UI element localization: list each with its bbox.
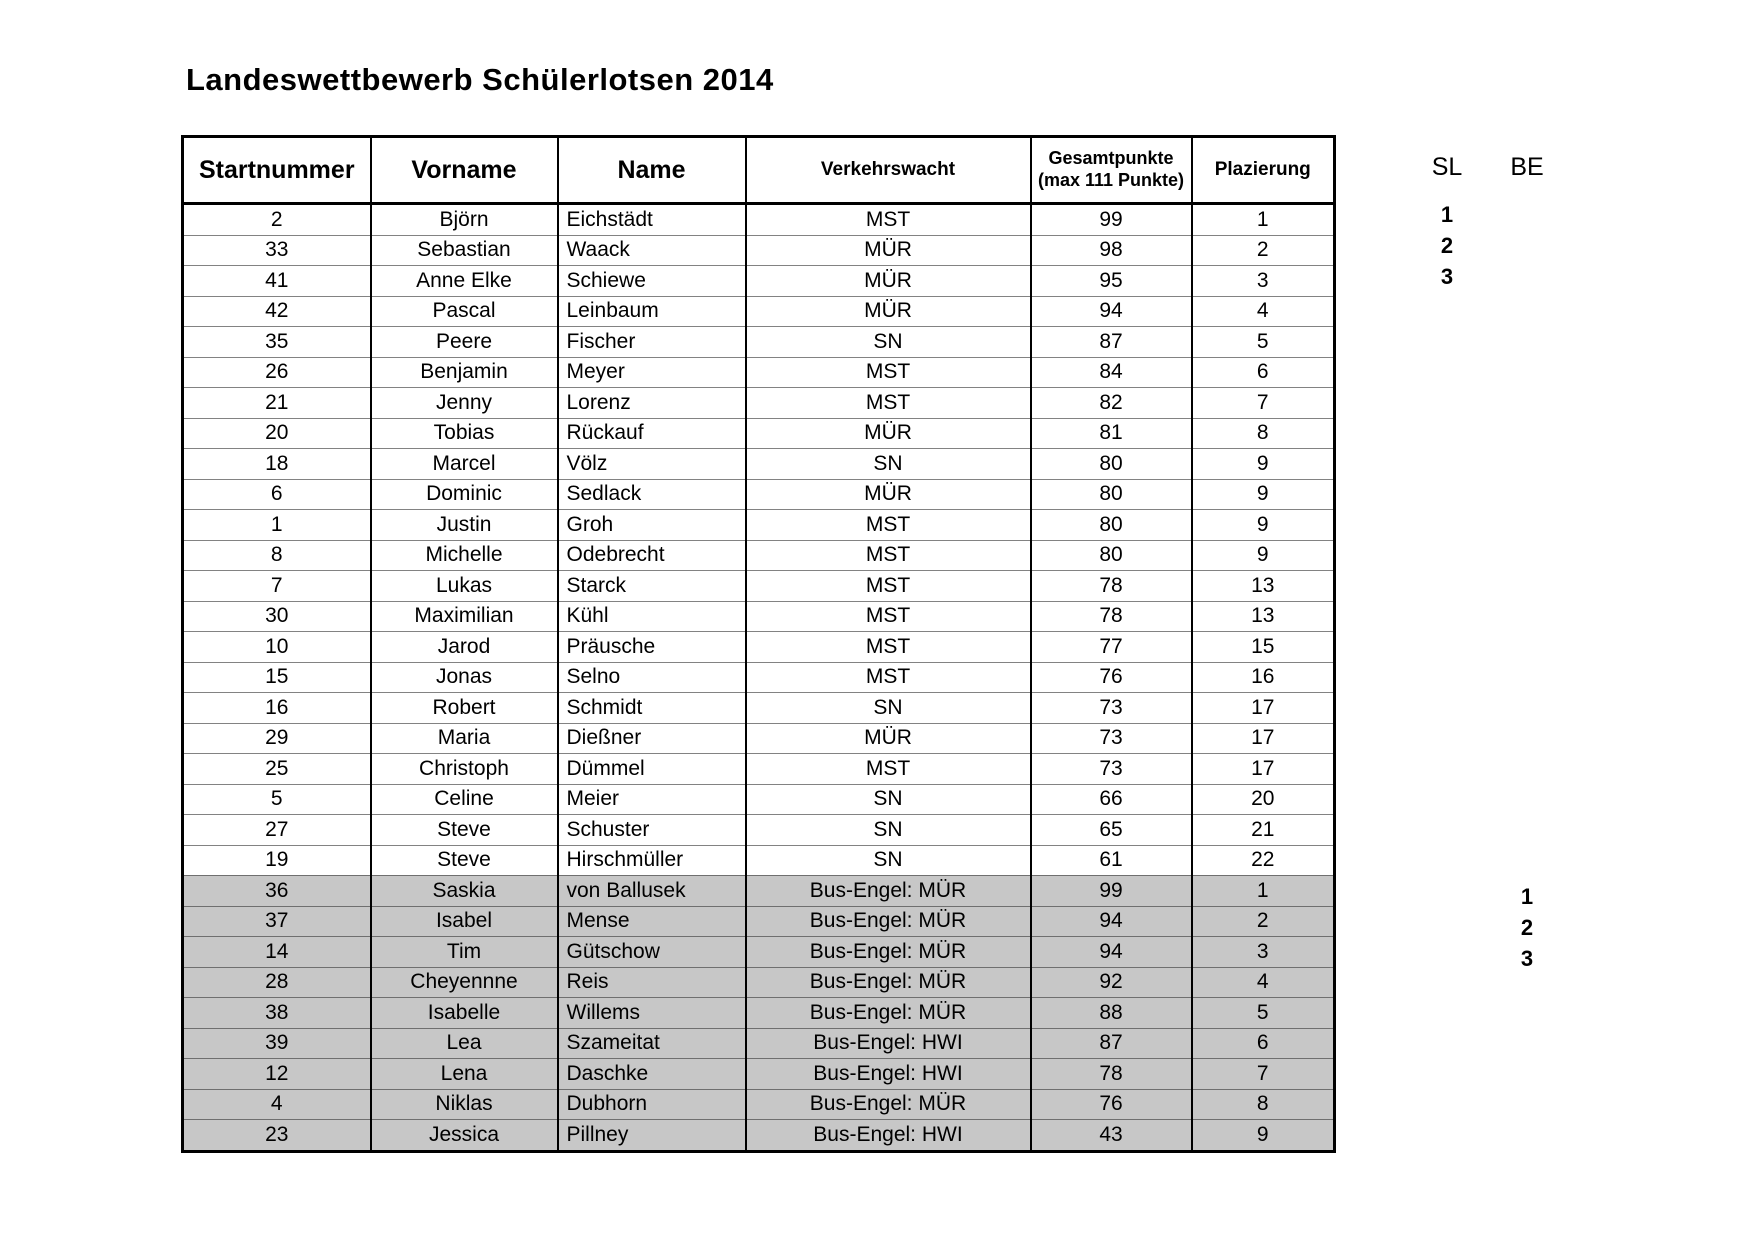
cell-startnummer: 16 <box>183 693 371 724</box>
cell-plazierung: 4 <box>1192 296 1335 327</box>
rank-value: 2 <box>1440 233 1454 258</box>
table-row <box>183 449 1335 480</box>
table-row <box>183 204 1335 236</box>
cell-startnummer: 1 <box>183 510 371 541</box>
cell-gesamtpunkte: 78 <box>1031 571 1192 602</box>
cell-vorname: Benjamin <box>371 357 558 388</box>
sl-column-label: SL <box>1431 153 1463 181</box>
table-row <box>183 388 1335 419</box>
cell-gesamtpunkte: 73 <box>1031 693 1192 724</box>
cell-verkehrswacht: Bus-Engel: MÜR <box>746 967 1031 998</box>
cell-plazierung: 9 <box>1192 479 1335 510</box>
cell-verkehrswacht: Bus-Engel: MÜR <box>746 876 1031 907</box>
cell-plazierung: 9 <box>1192 449 1335 480</box>
cell-startnummer: 21 <box>183 388 371 419</box>
cell-gesamtpunkte: 78 <box>1031 1059 1192 1090</box>
cell-vorname: Tobias <box>371 418 558 449</box>
cell-startnummer: 15 <box>183 662 371 693</box>
table-row <box>183 1089 1335 1120</box>
cell-startnummer: 2 <box>183 204 371 236</box>
cell-gesamtpunkte: 95 <box>1031 266 1192 297</box>
cell-gesamtpunkte: 61 <box>1031 845 1192 876</box>
cell-verkehrswacht: Bus-Engel: MÜR <box>746 906 1031 937</box>
cell-gesamtpunkte: 76 <box>1031 1089 1192 1120</box>
cell-verkehrswacht: MST <box>746 754 1031 785</box>
cell-plazierung: 9 <box>1192 540 1335 571</box>
cell-plazierung: 9 <box>1192 1120 1335 1152</box>
table-row <box>183 235 1335 266</box>
cell-startnummer: 42 <box>183 296 371 327</box>
table-row <box>183 601 1335 632</box>
cell-plazierung: 17 <box>1192 754 1335 785</box>
cell-startnummer: 27 <box>183 815 371 846</box>
results-table <box>181 135 1336 1153</box>
cell-vorname: Sebastian <box>371 235 558 266</box>
cell-gesamtpunkte: 65 <box>1031 815 1192 846</box>
rank-value: 3 <box>1440 264 1454 289</box>
table-row <box>183 1120 1335 1152</box>
cell-vorname: Dominic <box>371 479 558 510</box>
cell-name: Leinbaum <box>558 296 746 327</box>
header-name: Name <box>558 137 746 204</box>
table-row <box>183 906 1335 937</box>
cell-verkehrswacht: SN <box>746 449 1031 480</box>
cell-name: Meier <box>558 784 746 815</box>
table-row <box>183 1028 1335 1059</box>
cell-verkehrswacht: MST <box>746 204 1031 236</box>
cell-verkehrswacht: SN <box>746 327 1031 358</box>
cell-plazierung: 17 <box>1192 693 1335 724</box>
table-row <box>183 510 1335 541</box>
cell-startnummer: 20 <box>183 418 371 449</box>
cell-name: Waack <box>558 235 746 266</box>
cell-verkehrswacht: MST <box>746 632 1031 663</box>
cell-gesamtpunkte: 73 <box>1031 754 1192 785</box>
cell-vorname: Christoph <box>371 754 558 785</box>
cell-vorname: Steve <box>371 845 558 876</box>
cell-startnummer: 36 <box>183 876 371 907</box>
cell-verkehrswacht: Bus-Engel: HWI <box>746 1120 1031 1152</box>
cell-name: Szameitat <box>558 1028 746 1059</box>
cell-startnummer: 37 <box>183 906 371 937</box>
cell-name: Daschke <box>558 1059 746 1090</box>
cell-startnummer: 8 <box>183 540 371 571</box>
cell-name: Willems <box>558 998 746 1029</box>
cell-name: Lorenz <box>558 388 746 419</box>
cell-name: Schuster <box>558 815 746 846</box>
cell-plazierung: 21 <box>1192 815 1335 846</box>
cell-vorname: Tim <box>371 937 558 968</box>
cell-startnummer: 19 <box>183 845 371 876</box>
cell-name: Rückauf <box>558 418 746 449</box>
cell-verkehrswacht: MÜR <box>746 266 1031 297</box>
cell-vorname: Lea <box>371 1028 558 1059</box>
cell-plazierung: 22 <box>1192 845 1335 876</box>
table-row <box>183 418 1335 449</box>
cell-gesamtpunkte: 80 <box>1031 540 1192 571</box>
cell-plazierung: 7 <box>1192 388 1335 419</box>
cell-plazierung: 4 <box>1192 967 1335 998</box>
cell-startnummer: 14 <box>183 937 371 968</box>
table-row <box>183 1059 1335 1090</box>
table-row <box>183 845 1335 876</box>
table-row <box>183 754 1335 785</box>
cell-startnummer: 25 <box>183 754 371 785</box>
cell-verkehrswacht: MÜR <box>746 235 1031 266</box>
table-row <box>183 296 1335 327</box>
cell-verkehrswacht: Bus-Engel: MÜR <box>746 937 1031 968</box>
rank-value: 1 <box>1440 202 1454 227</box>
cell-verkehrswacht: MST <box>746 662 1031 693</box>
cell-startnummer: 26 <box>183 357 371 388</box>
cell-verkehrswacht: Bus-Engel: MÜR <box>746 1089 1031 1120</box>
cell-gesamtpunkte: 80 <box>1031 510 1192 541</box>
cell-name: Selno <box>558 662 746 693</box>
cell-gesamtpunkte: 98 <box>1031 235 1192 266</box>
cell-gesamtpunkte: 88 <box>1031 998 1192 1029</box>
cell-plazierung: 6 <box>1192 1028 1335 1059</box>
cell-startnummer: 23 <box>183 1120 371 1152</box>
cell-plazierung: 5 <box>1192 327 1335 358</box>
cell-startnummer: 7 <box>183 571 371 602</box>
cell-plazierung: 8 <box>1192 418 1335 449</box>
cell-name: Groh <box>558 510 746 541</box>
table-row <box>183 266 1335 297</box>
cell-plazierung: 8 <box>1192 1089 1335 1120</box>
cell-verkehrswacht: Bus-Engel: HWI <box>746 1059 1031 1090</box>
cell-startnummer: 35 <box>183 327 371 358</box>
cell-vorname: Jonas <box>371 662 558 693</box>
header-verkehrswacht: Verkehrswacht <box>746 137 1031 204</box>
cell-verkehrswacht: MÜR <box>746 723 1031 754</box>
header-gesamtpunkte <box>1031 137 1192 204</box>
cell-gesamtpunkte: 94 <box>1031 296 1192 327</box>
cell-verkehrswacht: SN <box>746 845 1031 876</box>
table-header <box>183 137 1335 204</box>
cell-name: Sedlack <box>558 479 746 510</box>
cell-gesamtpunkte: 87 <box>1031 327 1192 358</box>
cell-gesamtpunkte: 99 <box>1031 204 1192 236</box>
cell-name: Starck <box>558 571 746 602</box>
cell-name: Kühl <box>558 601 746 632</box>
cell-vorname: Lukas <box>371 571 558 602</box>
cell-name: Meyer <box>558 357 746 388</box>
cell-gesamtpunkte: 66 <box>1031 784 1192 815</box>
cell-verkehrswacht: SN <box>746 815 1031 846</box>
cell-name: Reis <box>558 967 746 998</box>
cell-plazierung: 20 <box>1192 784 1335 815</box>
table-row <box>183 784 1335 815</box>
cell-startnummer: 39 <box>183 1028 371 1059</box>
cell-gesamtpunkte: 82 <box>1031 388 1192 419</box>
cell-gesamtpunkte: 94 <box>1031 906 1192 937</box>
cell-verkehrswacht: SN <box>746 784 1031 815</box>
header-plazierung: Plazierung <box>1192 137 1335 204</box>
cell-name: Pillney <box>558 1120 746 1152</box>
cell-vorname: Michelle <box>371 540 558 571</box>
table-row <box>183 876 1335 907</box>
cell-startnummer: 6 <box>183 479 371 510</box>
cell-vorname: Jenny <box>371 388 558 419</box>
cell-verkehrswacht: MÜR <box>746 418 1031 449</box>
cell-gesamtpunkte: 84 <box>1031 357 1192 388</box>
cell-vorname: Celine <box>371 784 558 815</box>
cell-name: Dubhorn <box>558 1089 746 1120</box>
cell-vorname: Cheyennne <box>371 967 558 998</box>
cell-plazierung: 16 <box>1192 662 1335 693</box>
cell-plazierung: 9 <box>1192 510 1335 541</box>
header-startnummer: Startnummer <box>183 137 371 204</box>
table-row <box>183 967 1335 998</box>
cell-vorname: Jessica <box>371 1120 558 1152</box>
cell-vorname: Anne Elke <box>371 266 558 297</box>
cell-name: Dießner <box>558 723 746 754</box>
cell-name: Odebrecht <box>558 540 746 571</box>
cell-vorname: Niklas <box>371 1089 558 1120</box>
cell-name: Eichstädt <box>558 204 746 236</box>
cell-plazierung: 3 <box>1192 266 1335 297</box>
cell-plazierung: 13 <box>1192 601 1335 632</box>
header-gesamtpunkte-line1: Gesamtpunkte <box>1048 148 1174 169</box>
cell-plazierung: 5 <box>1192 998 1335 1029</box>
cell-vorname: Justin <box>371 510 558 541</box>
cell-startnummer: 41 <box>183 266 371 297</box>
cell-gesamtpunkte: 73 <box>1031 723 1192 754</box>
cell-gesamtpunkte: 99 <box>1031 876 1192 907</box>
cell-vorname: Jarod <box>371 632 558 663</box>
rank-value: 3 <box>1520 946 1534 971</box>
cell-startnummer: 38 <box>183 998 371 1029</box>
cell-startnummer: 5 <box>183 784 371 815</box>
cell-vorname: Isabel <box>371 906 558 937</box>
table-row <box>183 327 1335 358</box>
cell-verkehrswacht: MST <box>746 540 1031 571</box>
cell-verkehrswacht: MÜR <box>746 479 1031 510</box>
cell-startnummer: 4 <box>183 1089 371 1120</box>
cell-gesamtpunkte: 77 <box>1031 632 1192 663</box>
header-row <box>183 137 1335 204</box>
be-column-label: BE <box>1510 153 1544 181</box>
header-gesamtpunkte-line2: (max 111 Punkte) <box>1037 170 1185 190</box>
page-title: Landeswettbewerb Schülerlotsen 2014 <box>186 62 774 97</box>
table-row <box>183 632 1335 663</box>
be-rank-column <box>1487 881 1567 974</box>
cell-gesamtpunkte: 80 <box>1031 449 1192 480</box>
cell-plazierung: 2 <box>1192 906 1335 937</box>
cell-name: Schiewe <box>558 266 746 297</box>
cell-vorname: Isabelle <box>371 998 558 1029</box>
cell-name: Fischer <box>558 327 746 358</box>
rank-value: 1 <box>1520 884 1534 909</box>
cell-name: Dümmel <box>558 754 746 785</box>
cell-vorname: Pascal <box>371 296 558 327</box>
cell-vorname: Maximilian <box>371 601 558 632</box>
cell-startnummer: 12 <box>183 1059 371 1090</box>
table-row <box>183 540 1335 571</box>
cell-vorname: Peere <box>371 327 558 358</box>
cell-name: von Ballusek <box>558 876 746 907</box>
cell-startnummer: 18 <box>183 449 371 480</box>
cell-vorname: Maria <box>371 723 558 754</box>
cell-verkehrswacht: MST <box>746 388 1031 419</box>
cell-verkehrswacht: MST <box>746 510 1031 541</box>
cell-verkehrswacht: MST <box>746 601 1031 632</box>
cell-verkehrswacht: Bus-Engel: MÜR <box>746 998 1031 1029</box>
cell-gesamtpunkte: 43 <box>1031 1120 1192 1152</box>
cell-plazierung: 17 <box>1192 723 1335 754</box>
table-row <box>183 723 1335 754</box>
cell-plazierung: 3 <box>1192 937 1335 968</box>
cell-vorname: Marcel <box>371 449 558 480</box>
cell-startnummer: 33 <box>183 235 371 266</box>
cell-plazierung: 1 <box>1192 204 1335 236</box>
header-vorname: Vorname <box>371 137 558 204</box>
cell-name: Schmidt <box>558 693 746 724</box>
cell-vorname: Björn <box>371 204 558 236</box>
cell-gesamtpunkte: 92 <box>1031 967 1192 998</box>
cell-gesamtpunkte: 76 <box>1031 662 1192 693</box>
cell-verkehrswacht: MÜR <box>746 296 1031 327</box>
sl-rank-column <box>1407 199 1487 292</box>
cell-gesamtpunkte: 78 <box>1031 601 1192 632</box>
cell-plazierung: 6 <box>1192 357 1335 388</box>
table-row <box>183 357 1335 388</box>
cell-name: Präusche <box>558 632 746 663</box>
cell-gesamtpunkte: 94 <box>1031 937 1192 968</box>
cell-plazierung: 2 <box>1192 235 1335 266</box>
cell-verkehrswacht: MST <box>746 357 1031 388</box>
table-body <box>183 204 1335 1152</box>
cell-vorname: Lena <box>371 1059 558 1090</box>
cell-verkehrswacht: SN <box>746 693 1031 724</box>
cell-name: Hirschmüller <box>558 845 746 876</box>
table-row <box>183 693 1335 724</box>
cell-startnummer: 30 <box>183 601 371 632</box>
cell-vorname: Saskia <box>371 876 558 907</box>
cell-name: Gütschow <box>558 937 746 968</box>
table-row <box>183 937 1335 968</box>
cell-gesamtpunkte: 87 <box>1031 1028 1192 1059</box>
table-row <box>183 815 1335 846</box>
cell-plazierung: 15 <box>1192 632 1335 663</box>
rank-value: 2 <box>1520 915 1534 940</box>
cell-verkehrswacht: Bus-Engel: HWI <box>746 1028 1031 1059</box>
cell-plazierung: 1 <box>1192 876 1335 907</box>
cell-vorname: Robert <box>371 693 558 724</box>
table-row <box>183 998 1335 1029</box>
table-row <box>183 479 1335 510</box>
cell-verkehrswacht: MST <box>746 571 1031 602</box>
cell-startnummer: 10 <box>183 632 371 663</box>
cell-vorname: Steve <box>371 815 558 846</box>
cell-gesamtpunkte: 80 <box>1031 479 1192 510</box>
cell-plazierung: 13 <box>1192 571 1335 602</box>
cell-gesamtpunkte: 81 <box>1031 418 1192 449</box>
cell-startnummer: 29 <box>183 723 371 754</box>
table-row <box>183 571 1335 602</box>
cell-plazierung: 7 <box>1192 1059 1335 1090</box>
cell-name: Mense <box>558 906 746 937</box>
cell-startnummer: 28 <box>183 967 371 998</box>
cell-name: Völz <box>558 449 746 480</box>
table-row <box>183 662 1335 693</box>
